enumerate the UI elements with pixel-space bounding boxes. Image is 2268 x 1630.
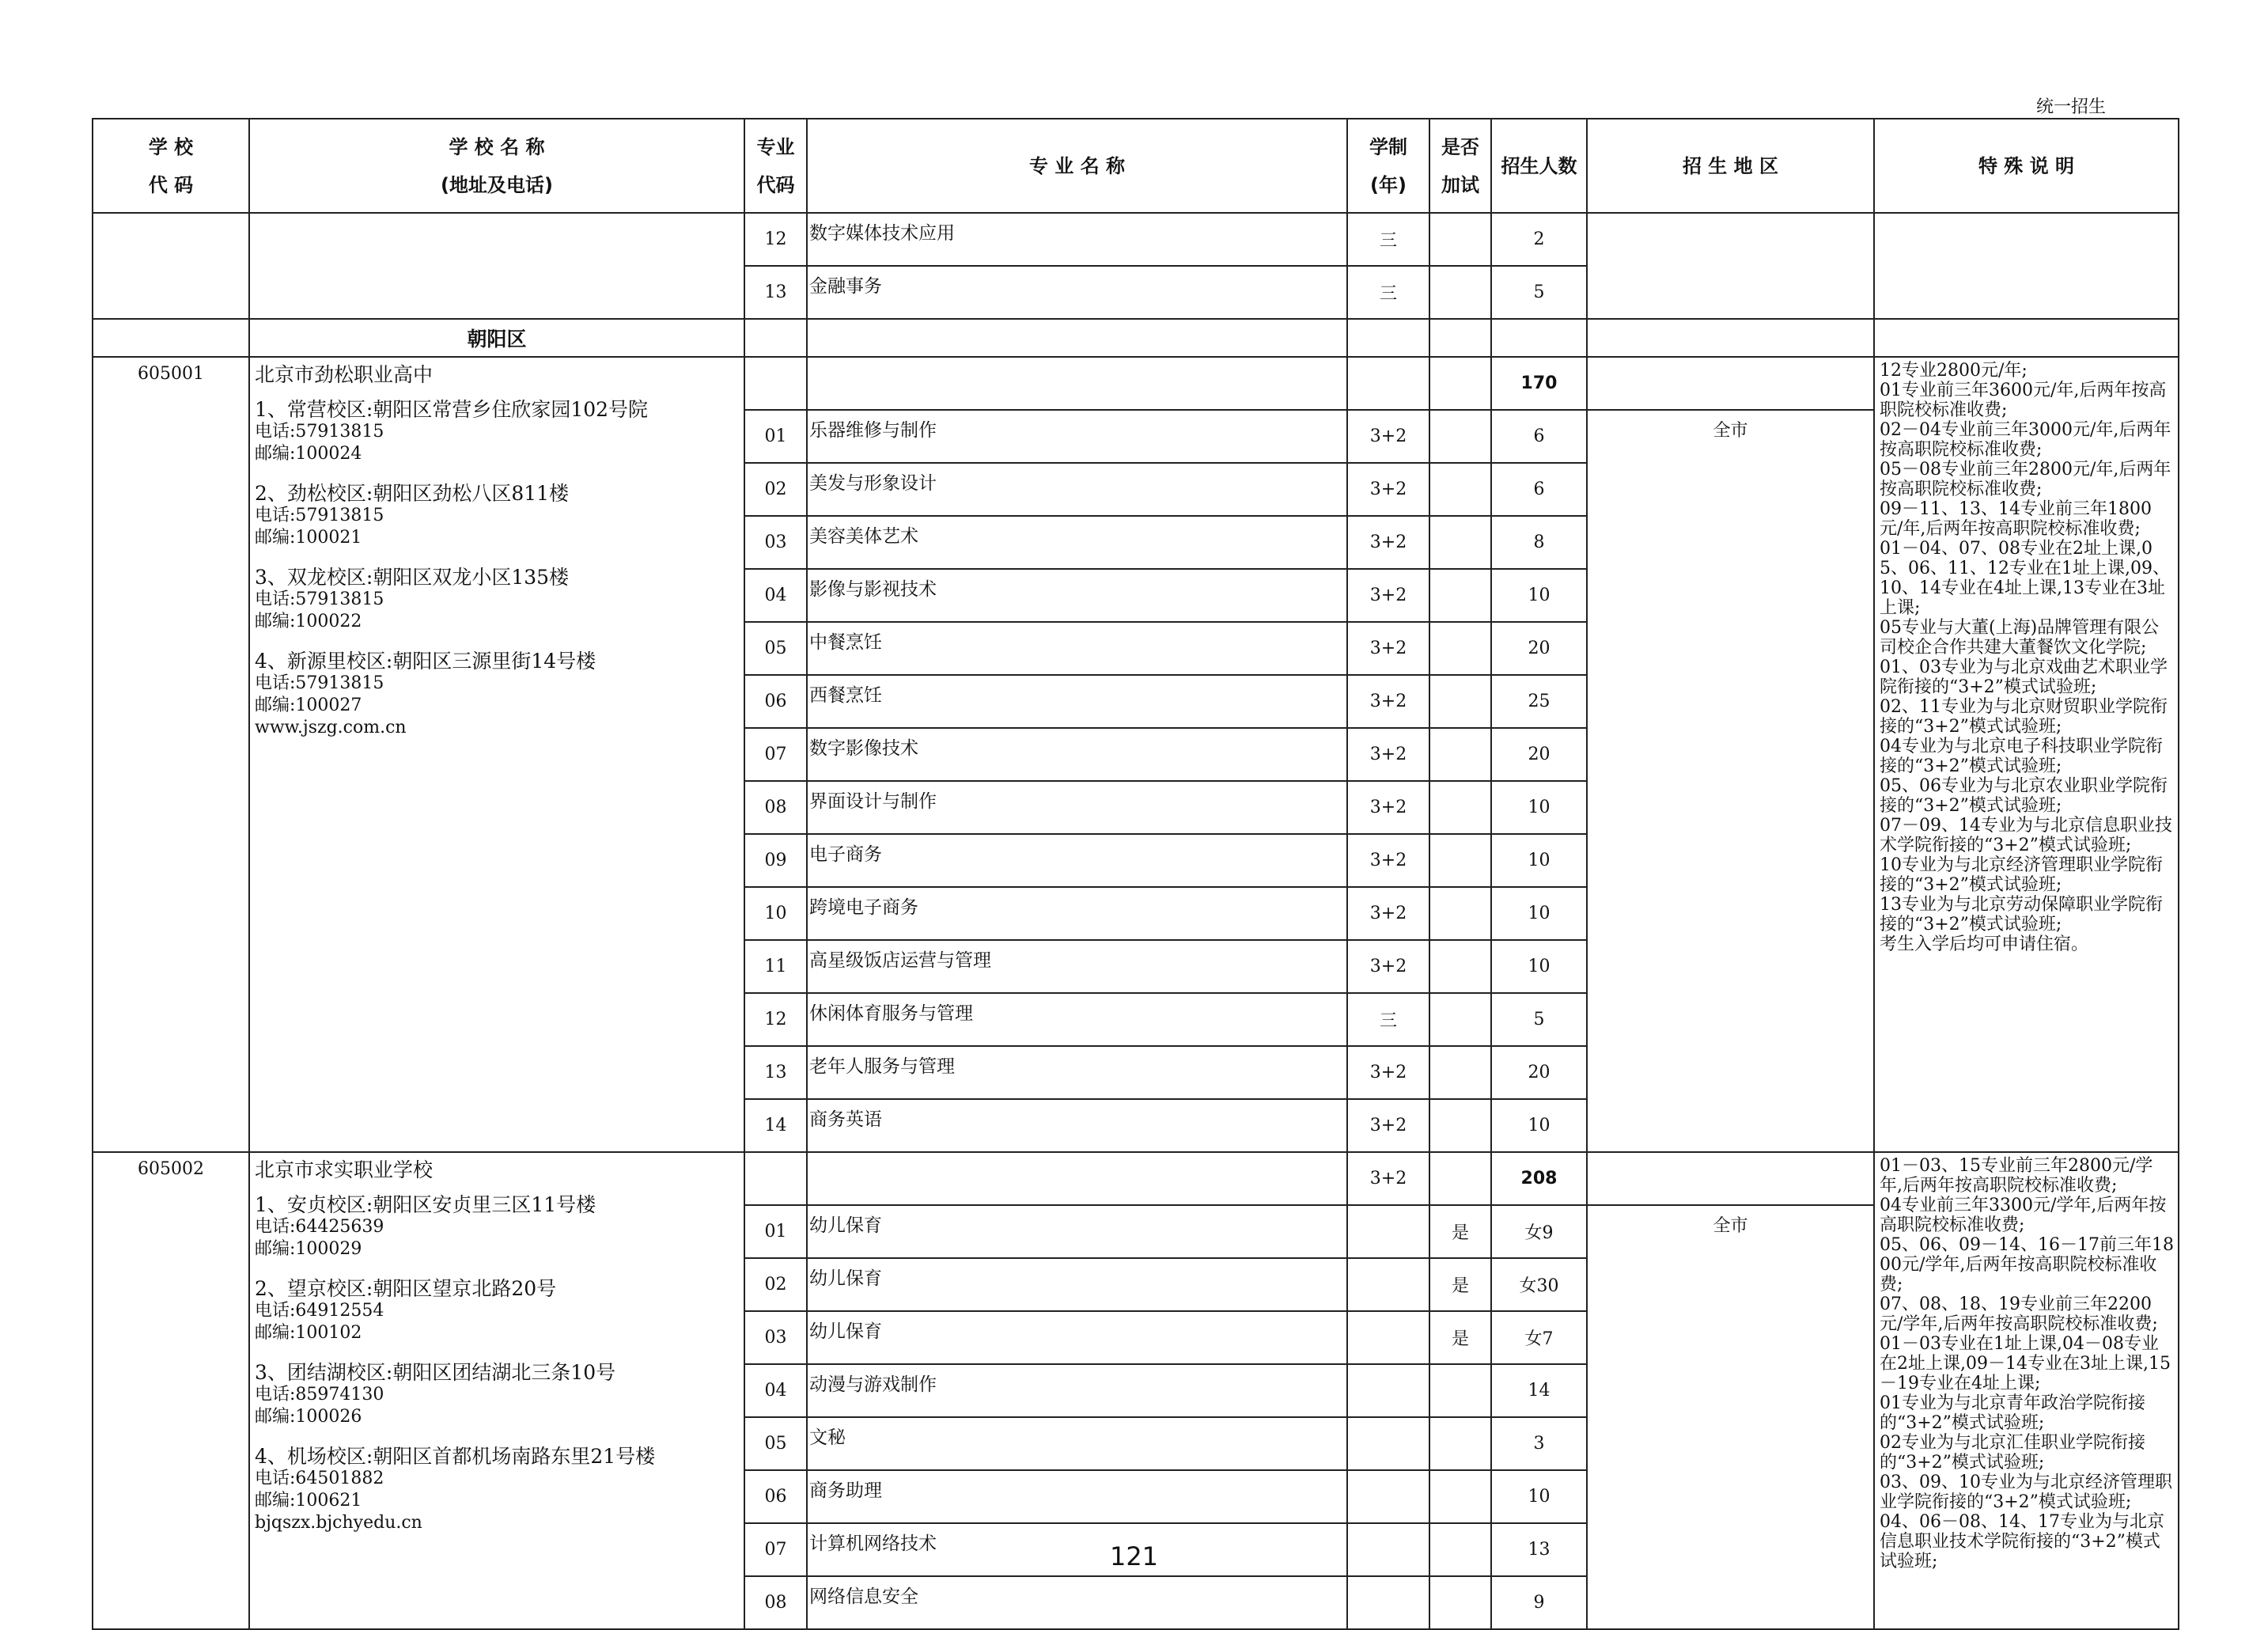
count-cell: 10 [1491,940,1587,993]
major-name-cell: 乐器维修与制作 [807,410,1347,463]
major-name-cell: 幼儿保育 [807,1205,1347,1258]
duration-cell: 3+2 [1347,834,1429,887]
duration-cell: 3+2 [1347,940,1429,993]
header-exam: 是否 加试 [1429,119,1491,213]
exam-cell [1429,622,1491,675]
major-name-cell: 影像与影视技术 [807,569,1347,622]
region-empty-cell [1587,1152,1874,1205]
exam-cell [1429,1364,1491,1417]
major-code-cell: 10 [744,887,807,940]
school-info-cell [249,213,744,319]
duration-cell: 3+2 [1347,569,1429,622]
major-name-cell: 美发与形象设计 [807,463,1347,516]
school-code: 605001 [93,357,249,1152]
campus-address: 3、团结湖校区:朝阳区团结湖北三条10号 [255,1361,616,1384]
table-row [93,213,2179,266]
major-code-cell: 04 [744,1364,807,1417]
count-cell: 20 [1491,622,1587,675]
campus-phone: 电话:57913815 [255,422,384,442]
major-code-cell: 02 [744,463,807,516]
count-cell: 女9 [1491,1205,1587,1258]
duration-cell [1347,1311,1429,1364]
header-count: 招生人数 [1491,119,1587,213]
exam-cell [1429,887,1491,940]
header-note: 特 殊 说 明 [1874,119,2179,213]
campus-address: 4、新源里校区:朝阳区三源里街14号楼 [255,650,596,673]
page-number: 121 [1109,1541,1159,1571]
exam-cell [1429,266,1491,319]
campus-zip: 邮编:100021 [255,528,362,548]
campus-block [255,1194,740,1260]
region-cell: 全市 [1587,1205,1874,1629]
school-total-row [93,357,2179,410]
major-name-cell: 计算机网络技术 [807,1523,1347,1576]
duration-cell [1347,1470,1429,1523]
major-code-cell: 07 [744,1523,807,1576]
campus-address: 1、安贞校区:朝阳区安贞里三区11号楼 [255,1193,596,1216]
campus-zip: 邮编:100027 [255,696,362,715]
major-code-cell: 03 [744,516,807,569]
major-code-cell: 08 [744,781,807,834]
exam-cell [1429,516,1491,569]
district-empty-cell [93,319,249,357]
major-code-cell: 02 [744,1258,807,1311]
campus-phone: 电话:57913815 [255,589,384,609]
campus-address: 1、常营校区:朝阳区常营乡住欣家园102号院 [255,398,649,421]
district-empty-cell [1347,319,1429,357]
major-code-cell: 07 [744,728,807,781]
campus-zip: 邮编:100102 [255,1323,362,1343]
district-empty-cell [807,319,1347,357]
count-cell: 20 [1491,728,1587,781]
district-empty-cell [1491,319,1587,357]
campus-address: 3、双龙校区:朝阳区双龙小区135楼 [255,566,570,589]
header-school-name: 学 校 名 称 (地址及电话) [249,119,744,213]
campus-zip: 邮编:100029 [255,1239,362,1259]
campus-phone: 电话:64912554 [255,1301,384,1321]
major-name-cell: 数字影像技术 [807,728,1347,781]
duration-cell: 3+2 [1347,887,1429,940]
count-cell: 10 [1491,1099,1587,1152]
major-code-cell: 09 [744,834,807,887]
district-empty-cell [1429,319,1491,357]
campus-phone: 电话:85974130 [255,1385,384,1404]
duration-cell [1347,1364,1429,1417]
school-website[interactable]: www.jszg.com.cn [255,718,407,737]
count-cell: 9 [1491,1576,1587,1629]
campus-zip: 邮编:100024 [255,444,362,464]
major-name-cell: 数字媒体技术应用 [807,213,1347,266]
duration-cell: 3+2 [1347,728,1429,781]
exam-cell [1429,1152,1491,1205]
duration-cell: 3+2 [1347,1152,1429,1205]
note-cell [1874,213,2179,319]
enrollment-table [92,118,2179,1630]
major-code-cell: 11 [744,940,807,993]
district-empty-cell [1587,319,1874,357]
major-code-cell: 08 [744,1576,807,1629]
major-code-cell: 04 [744,569,807,622]
count-cell: 14 [1491,1364,1587,1417]
total-count: 208 [1491,1152,1587,1205]
count-cell: 8 [1491,516,1587,569]
major-name-cell: 界面设计与制作 [807,781,1347,834]
exam-cell [1429,993,1491,1046]
campus-address: 4、机场校区:朝阳区首都机场南路东里21号楼 [255,1445,656,1468]
exam-cell: 是 [1429,1311,1491,1364]
campus-phone: 电话:64501882 [255,1469,384,1488]
major-code-cell: 12 [744,993,807,1046]
major-code-cell [744,1152,807,1205]
exam-cell [1429,781,1491,834]
header-region: 招 生 地 区 [1587,119,1874,213]
campus-block [255,1362,740,1428]
special-note-text: 12专业2800元/年; 01专业前三年3600元/年,后两年按高职院校标准收费; 02－04专业前三年3000元/年,后两年按高职院校标准收费; 05－08专业前三年2800元/年,后两年按高职院校标准收费; 09－11、13、14专业前三年1800元/年,后两年按高职院校标准收费; 01－04、07、08专业在2址上课,05、06、11、12专业在1址上课,09、10、14专业在4址上课,13专业在3址上课; 05专业与大董(上海)品牌管理有限公司校企合作共建大董餐饮文化学院; 01、03专业为与北京戏曲艺术职业学院衔接的“3+2”模式试验班; 02、11专业为与北京财贸职业学院衔接的“3+2”模式试验班; 04专业为与北京电子科技职业学院衔接的“3+2”模式试验班; 05、06专业为与北京农业职业学院衔接的“3+2”模式试验班; 07－09、14专业为与北京信息职业技术学院衔接的“3+2”模式试验班; 10专业为与北京经济管理职业学院衔接的“3+2”模式试验班; 13专业为与北京劳动保障职业学院衔接的“3+2”模式试验班; 考生入学后均可申请住宿。 [1880,361,2172,954]
count-cell: 10 [1491,1470,1587,1523]
major-name-cell: 幼儿保育 [807,1311,1347,1364]
exam-cell [1429,1046,1491,1099]
duration-cell [1347,1258,1429,1311]
campus-block [255,399,740,465]
major-name-cell [807,1152,1347,1205]
major-code-cell: 03 [744,1311,807,1364]
school-name: 北京市求实职业学校 [255,1158,434,1181]
exam-cell [1429,569,1491,622]
region-empty-cell [1587,357,1874,410]
major-code-cell: 05 [744,1417,807,1470]
count-cell: 女7 [1491,1311,1587,1364]
count-cell: 10 [1491,569,1587,622]
major-code-cell: 06 [744,675,807,728]
exam-cell [1429,1417,1491,1470]
campus-block [255,1278,740,1344]
major-name-cell: 动漫与游戏制作 [807,1364,1347,1417]
count-cell: 5 [1491,993,1587,1046]
exam-cell [1429,213,1491,266]
section-label: 统一招生 [2035,97,2106,117]
district-name: 朝阳区 [249,319,744,357]
campus-block [255,1446,740,1512]
campus-block [255,650,740,717]
duration-cell: 3+2 [1347,622,1429,675]
header-duration: 学制 (年) [1347,119,1429,213]
exam-cell [1429,463,1491,516]
major-name-cell: 商务英语 [807,1099,1347,1152]
count-cell: 10 [1491,834,1587,887]
district-empty-cell [1874,319,2179,357]
campus-block [255,567,740,633]
duration-cell [1347,1417,1429,1470]
major-name-cell: 商务助理 [807,1470,1347,1523]
count-cell: 3 [1491,1417,1587,1470]
campus-block [255,483,740,549]
duration-cell [1347,1205,1429,1258]
major-name-cell: 文秘 [807,1417,1347,1470]
major-name-cell [807,357,1347,410]
count-cell: 2 [1491,213,1587,266]
header-row [93,119,2179,213]
duration-cell: 3+2 [1347,1046,1429,1099]
major-code-cell: 06 [744,1470,807,1523]
count-cell: 5 [1491,266,1587,319]
count-cell: 6 [1491,410,1587,463]
duration-cell: 3+2 [1347,516,1429,569]
district-empty-cell [744,319,807,357]
duration-cell: 3+2 [1347,1099,1429,1152]
exam-cell [1429,410,1491,463]
region-cell [1587,213,1874,319]
region-cell: 全市 [1587,410,1874,1152]
duration-cell: 3+2 [1347,675,1429,728]
header-major-code: 专业 代码 [744,119,807,213]
campus-zip: 邮编:100026 [255,1407,362,1427]
major-name-cell: 中餐烹饪 [807,622,1347,675]
duration-cell: 3+2 [1347,463,1429,516]
exam-cell [1429,675,1491,728]
count-cell: 10 [1491,887,1587,940]
major-name-cell: 电子商务 [807,834,1347,887]
exam-cell [1429,357,1491,410]
school-total-row [93,1152,2179,1205]
school-info [249,357,744,1152]
exam-cell [1429,834,1491,887]
school-website[interactable]: bjqszx.bjchyedu.cn [255,1513,422,1533]
major-code-cell: 05 [744,622,807,675]
exam-cell [1429,1576,1491,1629]
major-name-cell: 幼儿保育 [807,1258,1347,1311]
duration-cell: 3+2 [1347,410,1429,463]
campus-phone: 电话:57913815 [255,506,384,525]
school-code-cell [93,213,249,319]
campus-phone: 电话:64425639 [255,1217,384,1237]
count-cell: 10 [1491,781,1587,834]
exam-cell: 是 [1429,1258,1491,1311]
major-name-cell: 休闲体育服务与管理 [807,993,1347,1046]
campus-phone: 电话:57913815 [255,673,384,693]
exam-cell [1429,1099,1491,1152]
count-cell: 女30 [1491,1258,1587,1311]
major-code-cell: 01 [744,410,807,463]
campus-address: 2、劲松校区:朝阳区劲松八区811楼 [255,482,570,505]
exam-cell [1429,1470,1491,1523]
major-name-cell: 金融事务 [807,266,1347,319]
duration-cell: 三 [1347,213,1429,266]
count-cell: 25 [1491,675,1587,728]
exam-cell [1429,940,1491,993]
duration-cell: 三 [1347,993,1429,1046]
major-code-cell: 13 [744,1046,807,1099]
major-code-cell: 12 [744,213,807,266]
special-note-text: 01－03、15专业前三年2800元/学年,后两年按高职院校标准收费; 04专业前三年3300元/学年,后两年按高职院校标准收费; 05、06、09－14、16－17前三年1800元/学年,后两年按高职院校标准收费; 07、08、18、19专业前三年2200元/学年,后两年按高职院校标准收费; 01－03专业在1址上课,04－08专业在2址上课,09－14专业在3址上课,15－19专业在4址上课; 01专业为与北京青年政治学院衔接的“3+2”模式试验班; 02专业为与北京汇佳职业学院衔接的“3+2”模式试验班; 03、09、10专业为与北京经济管理职业学院衔接的“3+2”模式试验班; 04、06－08、14、17专业为与北京信息职业技术学院衔接的“3+2”模式试验班; [1880,1156,2174,1571]
major-name-cell: 西餐烹饪 [807,675,1347,728]
duration-cell: 3+2 [1347,781,1429,834]
major-code-cell [744,357,807,410]
major-code-cell: 13 [744,266,807,319]
duration-cell: 三 [1347,266,1429,319]
header-school-code: 学 校 代 码 [93,119,249,213]
campus-zip: 邮编:100621 [255,1491,362,1511]
campus-address: 2、望京校区:朝阳区望京北路20号 [255,1277,557,1300]
major-code-cell: 14 [744,1099,807,1152]
special-note [1874,357,2179,1152]
school-code: 605002 [93,1152,249,1629]
major-name-cell: 跨境电子商务 [807,887,1347,940]
count-cell: 13 [1491,1523,1587,1576]
major-name-cell: 老年人服务与管理 [807,1046,1347,1099]
duration-cell [1347,357,1429,410]
school-name: 北京市劲松职业高中 [255,363,434,386]
exam-cell: 是 [1429,1205,1491,1258]
major-name-cell: 网络信息安全 [807,1576,1347,1629]
header-major-name: 专 业 名 称 [807,119,1347,213]
major-name-cell: 美容美体艺术 [807,516,1347,569]
count-cell: 6 [1491,463,1587,516]
district-row [93,319,2179,357]
exam-cell [1429,728,1491,781]
major-name-cell: 高星级饭店运营与管理 [807,940,1347,993]
duration-cell [1347,1576,1429,1629]
campus-zip: 邮编:100022 [255,612,362,631]
total-count: 170 [1491,357,1587,410]
major-code-cell: 01 [744,1205,807,1258]
count-cell: 20 [1491,1046,1587,1099]
